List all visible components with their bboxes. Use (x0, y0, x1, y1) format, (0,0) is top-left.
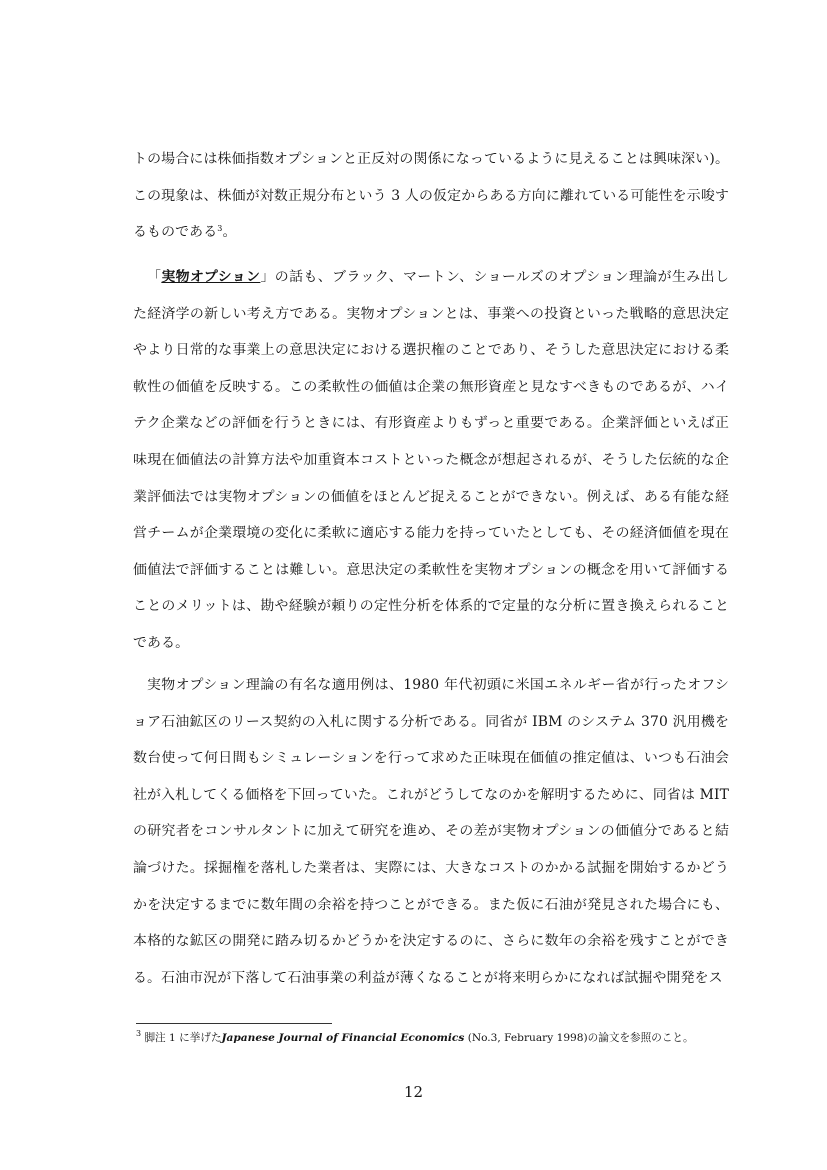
close-quote: 」 (260, 269, 275, 285)
footnote-journal: Japanese Journal of Financial Economics (221, 1032, 465, 1044)
paragraph-2 (133, 259, 729, 662)
footnote (136, 1031, 736, 1045)
footnote-divider (136, 1023, 332, 1024)
paragraph-3-text: 実物オプション理論の有名な適用例は、1980 年代初頭に米国エネルギー省が行ったオフショア石油鉱区のリース契約の入札に関する分析である。同省が IBM のシステム 370 汎用機を数台使って何日間もシミュレーションを行って求めた正味現在価値の推定値は、いつも石油会社が入札してくる価格を下回っていた。これがどうしてなのかを解明するために、同省は MIT の研究者をコンサルタントに加えて研究を進め、その差が実物オプションの価値分であると結論づけた。採掘権を落札した業者は、実際には、大きなコストのかかる試掘を開始するかどうかを決定するまでに数年間の余裕を持つことができる。また仮に石油が発見された場合にも、本格的な鉱区の開発に踏み切るかどうかを決定するのに、さらに数年の余裕を残すことができる。石油市況が下落して石油事業の利益が薄くなることが将来明らかになれば試掘や開発をス (133, 677, 729, 986)
footnote-suffix: (No.3, February 1998)の論文を参照のこと。 (464, 1032, 694, 1044)
paragraph-1 (133, 141, 729, 251)
footnote-reference: 3 (217, 224, 223, 234)
real-option-term: 実物オプション (161, 269, 261, 285)
footnote-number: 3 (136, 1029, 142, 1038)
paragraph-1-end: 。 (222, 224, 237, 241)
paragraph-2-text: の話も、ブラック、マートン、ショールズのオプション理論が生み出した経済学の新しい考え方である。実物オプションとは、事業への投資といった戦略的意思決定やより日常的な事業上の意思決定における選択権のことであり、そうした意思決定における柔軟性の価値を反映する。この柔軟性の価値は企業の無形資産と見なすべきものであるが、ハイテク企業などの評価を行うときには、有形資産よりもずっと重要である。企業評価といえば正味現在価値法の計算方法や加重資本コストといった概念が想起されるが、そうした伝統的な企業評価法では実物オプションの価値をほとんど捉えることができない。例えば、ある有能な経営チームが企業環境の変化に柔軟に適応する能力を持っていたとしても、その経済価値を現在価値法で評価することは難しい。意思決定の柔軟性を実物オプションの概念を用いて評価することのメリットは、勘や経験が頼りの定性分析を体系的で定量的な分析に置き換えられることである。 (133, 269, 729, 651)
paragraph-1-text: トの場合には株価指数オプションと正反対の関係になっているように見えることは興味深い)。この現象は、株価が対数正規分布という 3 人の仮定からある方向に離れている可能性を示唆するものである (133, 151, 729, 241)
open-quote: 「 (147, 269, 162, 285)
page-number: 12 (403, 1083, 424, 1101)
footnote-prefix: 脚注 1 に挙げた (144, 1032, 222, 1044)
paragraph-3 (133, 667, 729, 996)
